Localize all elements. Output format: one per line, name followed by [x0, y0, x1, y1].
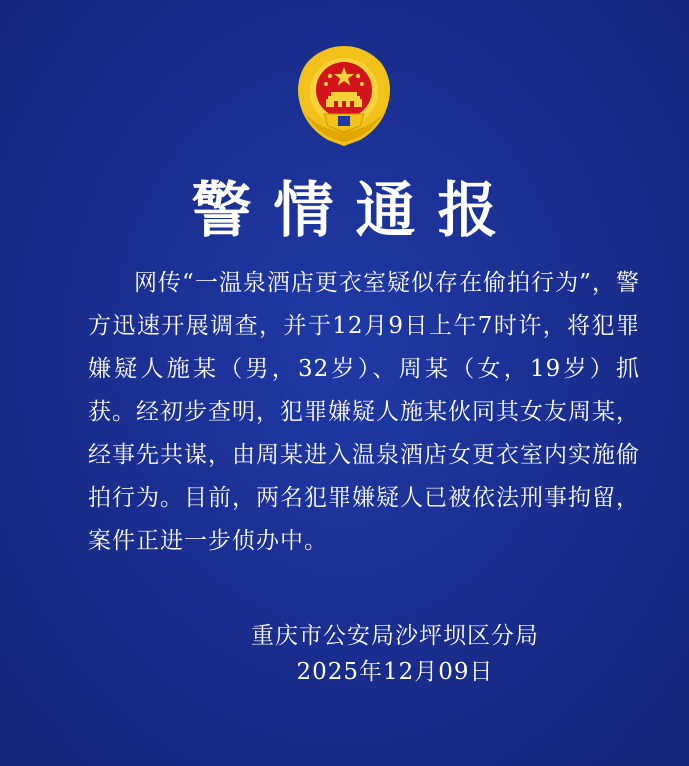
notice-body: 网传“一温泉酒店更衣室疑似存在偷拍行为”，警方迅速开展调查，并于12月9日上午7时许，将犯罪嫌疑人施某（男，32岁）、周某（女，19岁）抓获。经初步查明，犯罪嫌疑人施某伙同其女友周某，经事先共谋，由周某进入温泉酒店女更衣室内实施偷拍行为。目前，两名犯罪嫌疑人已被依法刑事拘留，案件正进一步侦办中。	[88, 270, 640, 554]
signature-block	[240, 618, 550, 690]
issue-date: 2025年12月09日	[296, 659, 494, 685]
issuer-name: 重庆市公安局沙坪坝区分局	[251, 623, 539, 649]
police-emblem-icon	[290, 42, 398, 150]
notice-title: 警情通报	[191, 176, 520, 246]
